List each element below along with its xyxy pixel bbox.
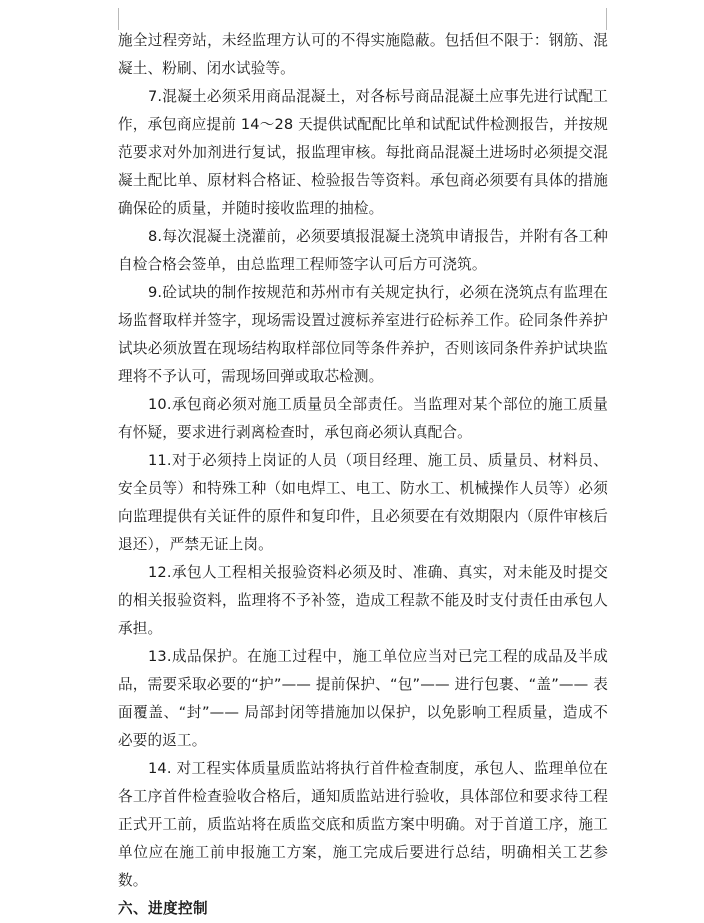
paragraph-continuation: 施全过程旁站，未经监理方认可的不得实施隐蔽。包括但不限于：钢筋、混凝土、粉刷、闭水试验等。 (118, 32, 608, 77)
document-body (118, 27, 608, 923)
paragraph-item-13: 13.成品保护。在施工过程中，施工单位应当对已完工程的成品及半成品，需要采取必要的“护”—— 提前保护、“包”—— 进行包裹、“盖”—— 表面覆盖、“封”—— 局部封闭等措施加以保护，以免影响工程质量，造成不必要的返工。 (118, 648, 608, 749)
section-heading: 六、进度控制 (118, 900, 208, 917)
paragraph-item-10: 10.承包商必须对施工质量员全部责任。当监理对某个部位的施工质量有怀疑，要求进行剥离检查时，承包商必须认真配合。 (118, 396, 608, 441)
paragraph-item-14: 14. 对工程实体质量质监站将执行首件检查制度，承包人、监理单位在各工序首件检查验收合格后，通知质监站进行验收，具体部位和要求待工程正式开工前，质监站将在质监交底和质监方案中明确。对于首道工序，施工单位应在施工前申报施工方案，施工完成后要进行总结，明确相关工艺参数。 (118, 760, 608, 889)
paragraph-item-7: 7.混凝土必须采用商品混凝土，对各标号商品混凝土应事先进行试配工作，承包商应提前 14～28 天提供试配配比单和试配试件检测报告，并按规范要求对外加剂进行复试，报监理审核。每批商品混凝土进场时必须提交混凝土配比单、原材料合格证、检验报告等资料。承包商必须要有具体的措施确保砼的质量，并随时接收监理的抽检。 (118, 88, 608, 217)
paragraph-item-12: 12.承包人工程相关报验资料必须及时、准确、真实，对未能及时提交的相关报验资料，监理将不予补签，造成工程款不能及时支付责任由承包人承担。 (118, 564, 608, 637)
paragraph-item-8: 8.每次混凝土浇灌前，必须要填报混凝土浇筑申请报告，并附有各工种自检合格会签单，由总监理工程师签字认可后方可浇筑。 (118, 228, 608, 273)
paragraph-item-11: 11.对于必须持上岗证的人员（项目经理、施工员、质量员、材料员、安全员等）和特殊工种（如电焊工、电工、防水工、机械操作人员等）必须向监理提供有关证件的原件和复印件，且必须要在有效期限内（原件审核后退还），严禁无证上岗。 (118, 452, 608, 553)
paragraph-item-9: 9.砼试块的制作按规范和苏州市有关规定执行，必须在浇筑点有监理在场监督取样并签字，现场需设置过渡标养室进行砼标养工作。砼同条件养护试块必须放置在现场结构取样部位同等条件养护，否则该同条件养护试块监理将不予认可，需现场回弹或取芯检测。 (118, 284, 608, 385)
